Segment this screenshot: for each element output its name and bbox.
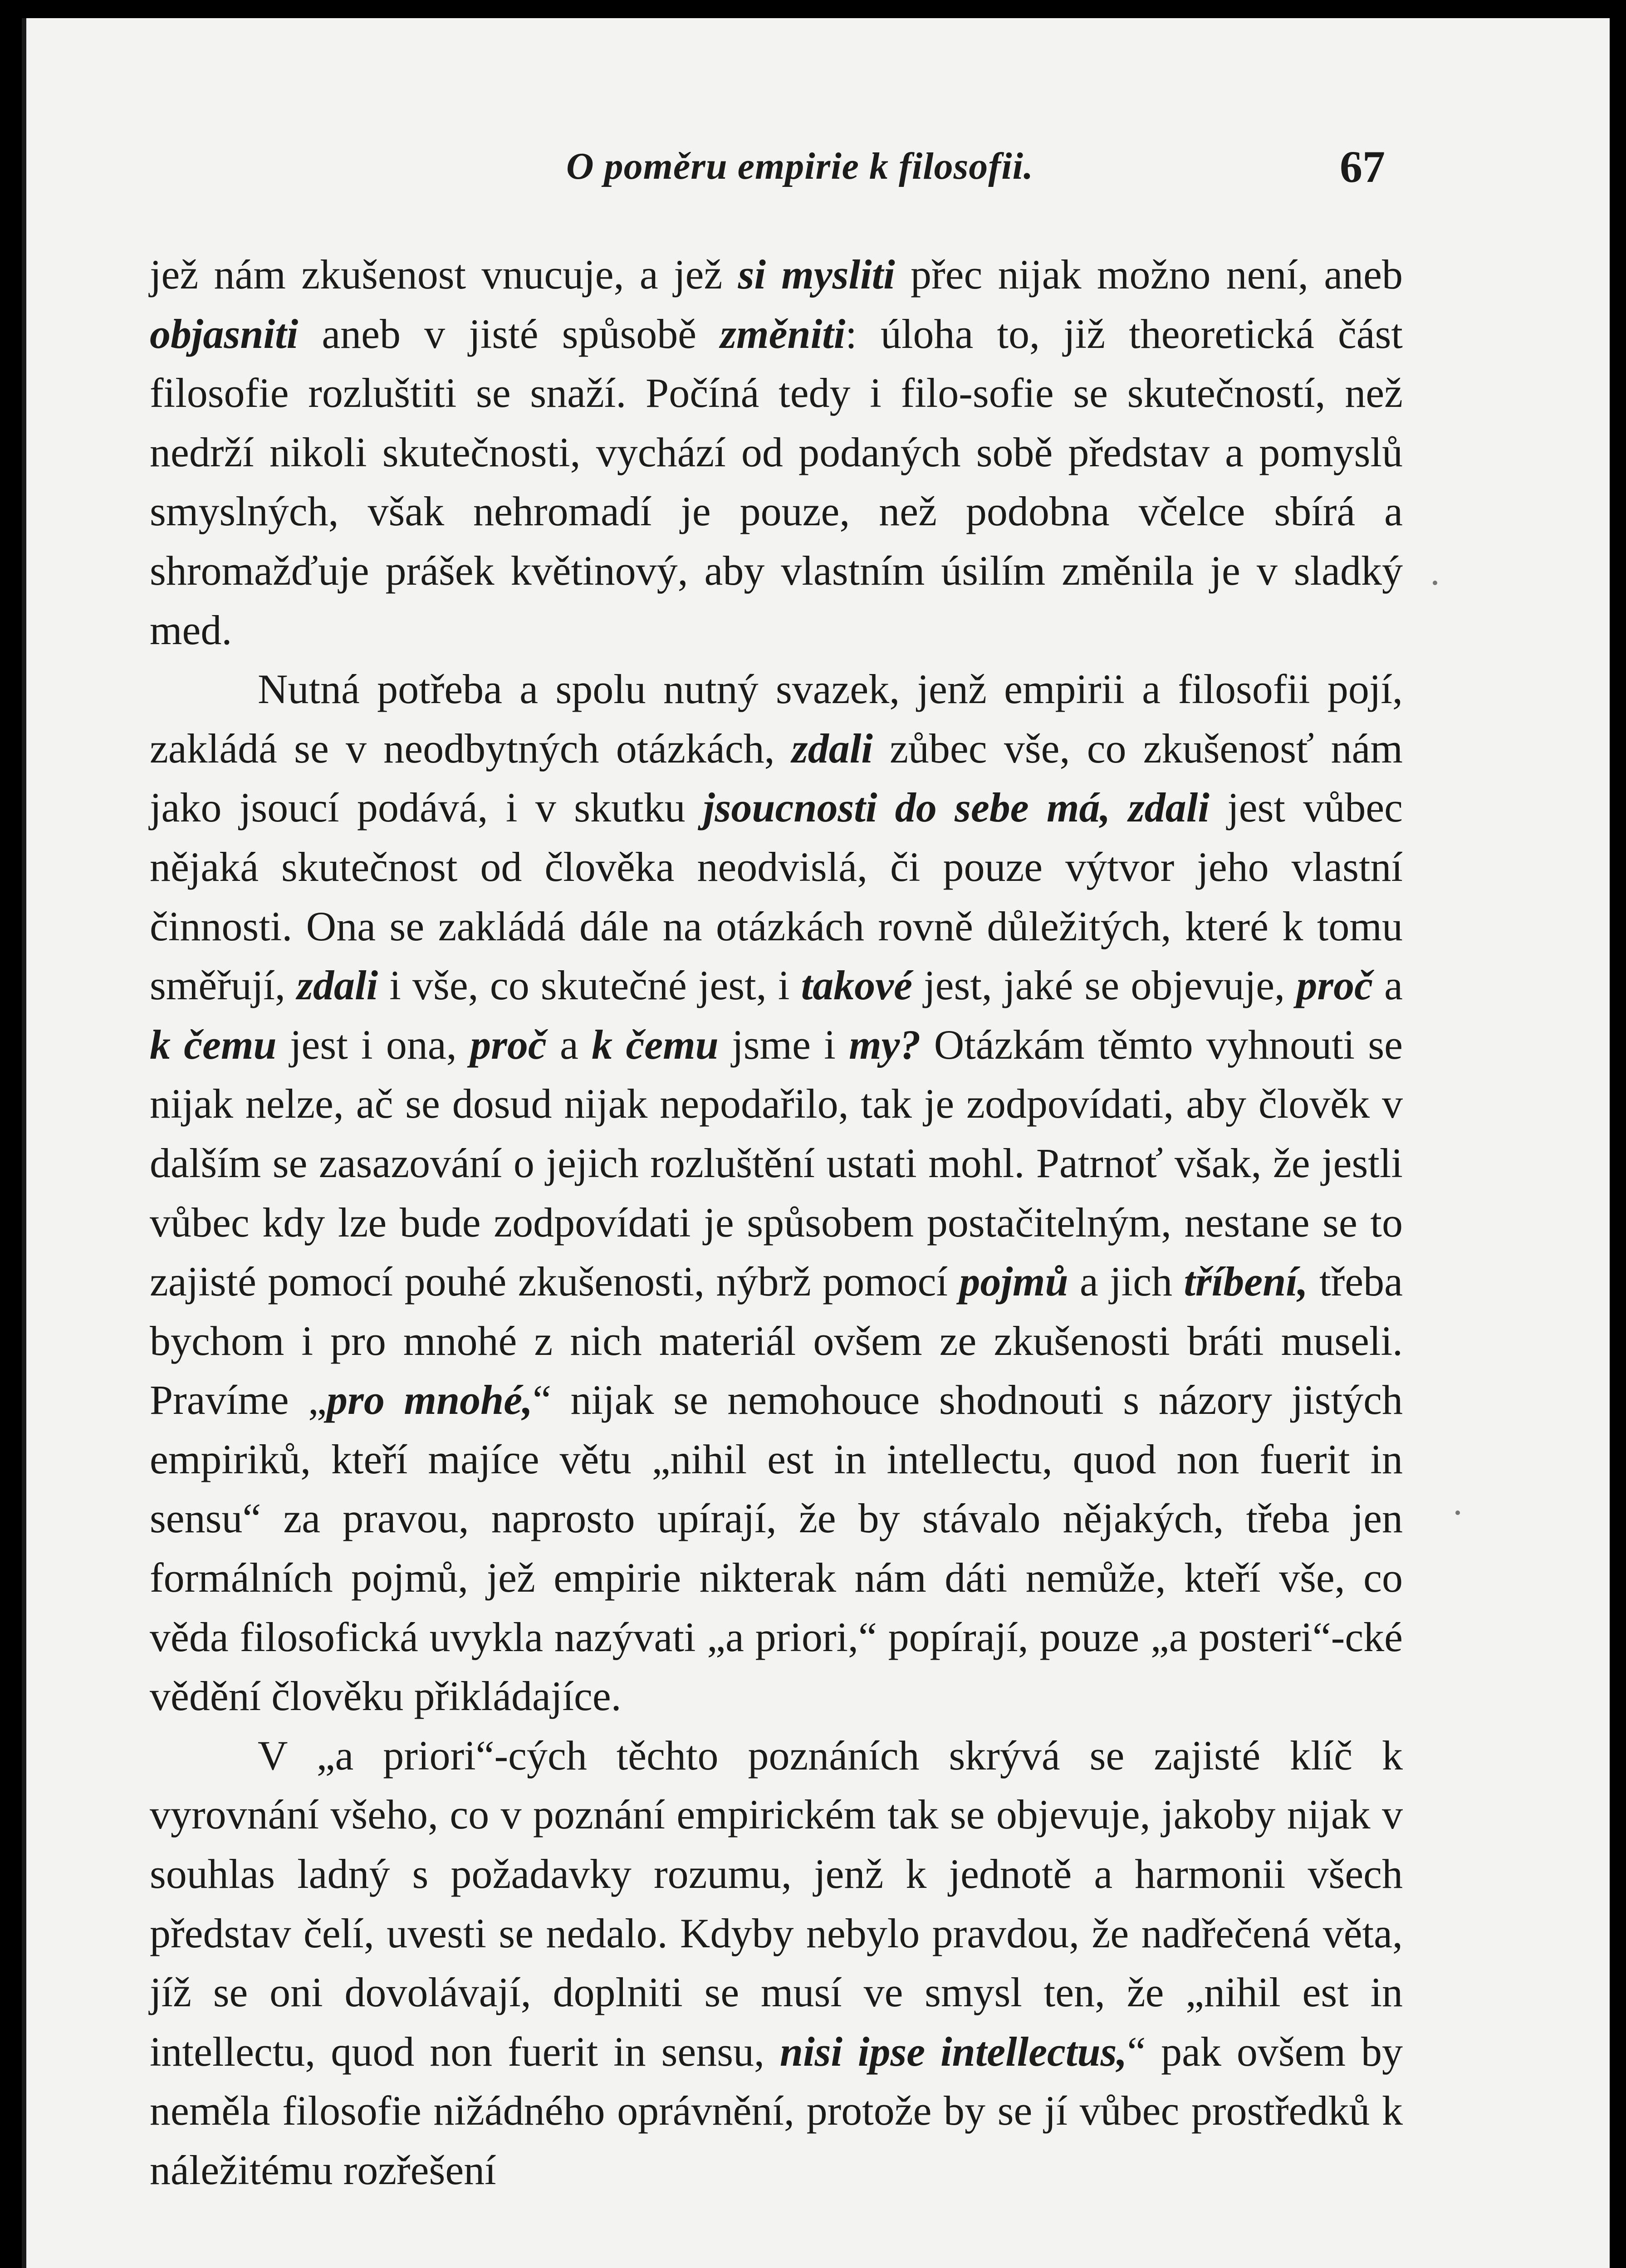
- paragraph: [150, 1726, 1403, 2200]
- emphasized-text: k čemu: [150, 1021, 277, 1068]
- body-text: [150, 245, 1403, 2200]
- emphasized-text: pojmů: [959, 1258, 1068, 1305]
- text-run: aneb v jisté spůsobě: [298, 310, 720, 357]
- emphasized-text: objasniti: [150, 310, 299, 357]
- text-run: jež nám zkušenost vnucuje, a jež: [150, 251, 738, 298]
- emphasized-text: tříbení,: [1184, 1258, 1308, 1305]
- text-run: zůbec vše, co zkušenosť nám jako jsoucí podává, i v skutku: [150, 725, 1403, 831]
- emphasized-text: k čemu: [592, 1021, 719, 1068]
- paragraph: [150, 660, 1403, 1726]
- paragraph: [150, 245, 1403, 660]
- text-run: “ pak ovšem by neměla filosofie nižádného oprávnění, protože by se jí vůbec prostředků k náležitému rozřešení: [150, 2028, 1403, 2193]
- text-run: a: [546, 1021, 592, 1068]
- emphasized-text: změniti: [720, 310, 846, 357]
- text-run: Otázkám těmto vyhnouti se nijak nelze, ač se dosud nijak nepodařilo, tak je zodpovídati, aby člověk v dalším se zasazování o jejich rozluštění ustati mohl. Patrnoť však, že jestli vůbec kdy lze bude zodpovídati je spůsobem postačitelným, nestane se to zajisté pomocí pouhé zkušenosti, nýbrž pomocí: [150, 1021, 1403, 1305]
- text-run: a jich: [1068, 1258, 1184, 1305]
- emphasized-text: nisi ipse intellectus,: [779, 2028, 1127, 2075]
- paper-speck: [1455, 1510, 1460, 1515]
- text-run: přec nijak možno není, aneb: [895, 251, 1403, 298]
- emphasized-text: zdali: [297, 962, 378, 1009]
- text-run: : úloha to, již theoretická část filosofie rozluštiti se snaží. Počíná tedy i filo-sofie se skutečností, než nedrží nikoli skutečnosti, vychází od podaných sobě představ a pomyslů smyslných, však nehromadí je pouze, než podobna včelce sbírá a shromažďuje prášek květinový, aby vlastním úsilím změnila je v sladký med.: [150, 310, 1403, 653]
- text-run: “ nijak se nemohouce shodnouti s názory jistých empiriků, kteří majíce větu „nihil est in intellectu, quod non fuerit in sensu“ za pravou, naprosto upírají, že by stávalo nějakých, třeba jen formálních pojmů, jež empirie nikterak nám dáti nemůže, kteří vše, co věda filosofická uvykla nazývati „a priori,“ popírají, pouze „a posteri“-cké vědění člověku přikládajíce.: [150, 1377, 1403, 1720]
- emphasized-text: zdali: [791, 725, 873, 772]
- emphasized-text: my?: [849, 1021, 921, 1068]
- emphasized-text: si mysliti: [738, 251, 895, 298]
- text-run: jest, jaké se objevuje,: [912, 962, 1297, 1009]
- text-run: Nutná potřeba a spolu nutný svazek, jenž empirii a filosofii pojí, zakládá se v neodbytných otázkách,: [150, 666, 1403, 772]
- text-run: jest vůbec nějaká skutečnost od člověka neodvislá, či pouze výtvor jeho vlastní činnosti. Ona se zakládá dále na otázkách rovně důležitých, které k tomu směřují,: [150, 784, 1403, 1009]
- text-run: V „a priori“-cých těchto poznáních skrývá se zajisté klíč k vyrovnání všeho, co v poznání empirickém tak se objevuje, jakoby nijak v souhlas ladný s požadavky rozumu, jenž k jednotě a harmonii všech představ čelí, uvesti se nedalo. Kdyby nebylo pravdou, že nadřečená věta, jíž se oni dovolávají, doplniti se musí ve smysl ten, že „nihil est in intellectu, quod non fuerit in sensu,: [150, 1732, 1403, 2075]
- emphasized-text: proč: [1296, 962, 1373, 1009]
- paper-speck: [1433, 581, 1437, 585]
- emphasized-text: proč: [470, 1021, 547, 1068]
- text-run: i vše, co skutečné jest, i: [378, 962, 801, 1009]
- emphasized-text: pro mnohé,: [327, 1377, 533, 1423]
- page-number: 67: [1340, 142, 1385, 192]
- text-run: a: [1372, 962, 1403, 1009]
- page-header: [26, 131, 1610, 199]
- emphasized-text: jsoucnosti do sebe má, zdali: [703, 784, 1210, 831]
- emphasized-text: takové: [801, 962, 912, 1009]
- text-run: třeba bychom i pro mnohé z nich materiál ovšem ze zkušenosti bráti museli. Pravíme „: [150, 1258, 1403, 1423]
- running-title: O poměru empirie k filosofii.: [566, 145, 1033, 187]
- text-run: jsme i: [718, 1021, 849, 1068]
- book-page: [22, 18, 1610, 2268]
- text-run: jest i ona,: [276, 1021, 470, 1068]
